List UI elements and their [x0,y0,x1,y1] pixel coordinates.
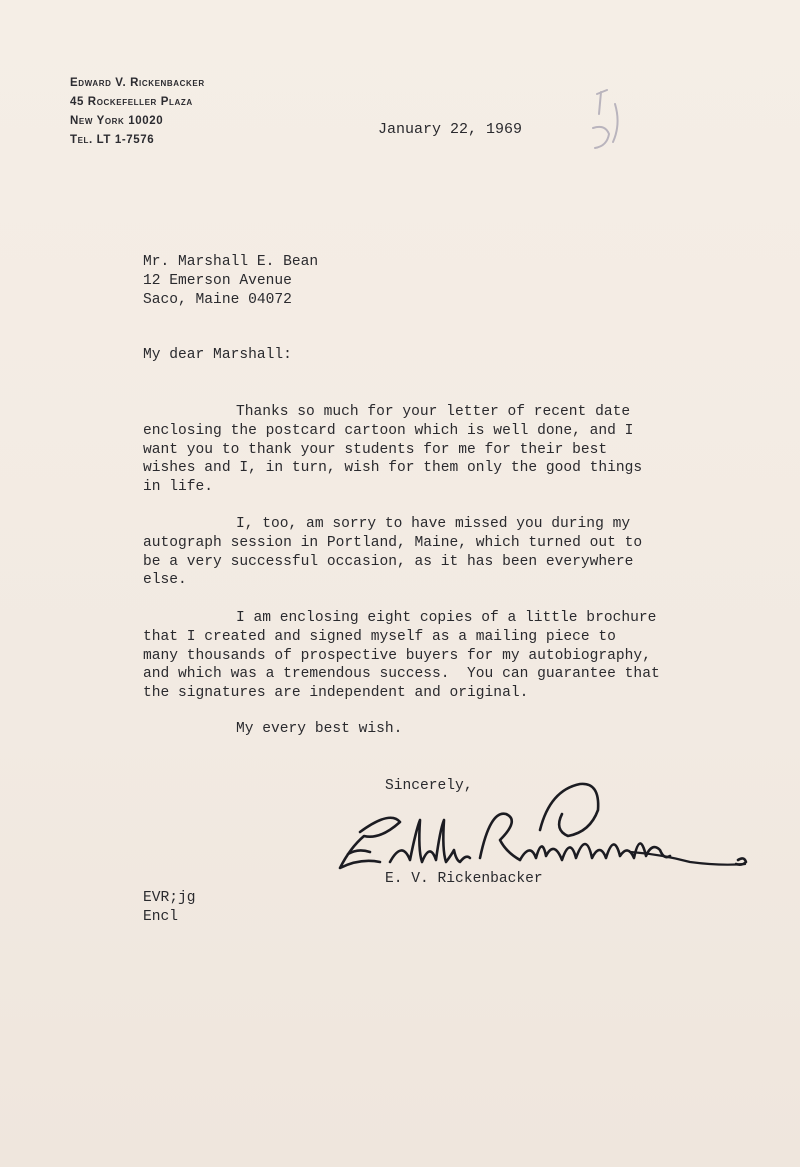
paragraph-line: I am enclosing eight copies of a little brochure [236,610,657,626]
paragraph-line: wishes and I, in turn, wish for them only the good things [143,460,643,477]
closing: Sincerely, [385,778,473,794]
letterhead-name: Edward V. Rickenbacker [70,77,205,89]
recipient-city: Saco, Maine 04072 [143,291,292,308]
paragraph-line: many thousands of prospective buyers for my autobiography, [143,647,651,664]
letterhead-phone: Tel. LT 1-7576 [70,134,155,146]
paragraph-1 [143,403,642,497]
paragraph-line: in life. [143,479,214,496]
reference-initials: EVR;jg [143,890,196,906]
letterhead-street: 45 Rockefeller Plaza [70,96,193,108]
paragraph-line: want you to thank your students for me for their best [143,441,608,458]
signer-name: E. V. Rickenbacker [385,871,543,887]
paragraph-line: the signatures are independent and original. [143,685,529,702]
paragraph-line: autograph session in Portland, Maine, which turned out to [143,534,643,551]
paragraph-line: enclosing the postcard cartoon which is well done, and I [143,422,634,439]
recipient-address [143,253,318,309]
paragraph-line: else. [143,572,187,589]
paragraph-line: and which was a tremendous success. You can guarantee that [143,666,660,683]
pencil-annotation-mark [585,84,635,164]
paragraph-line: that I created and signed myself as a mailing piece to [143,628,616,645]
salutation: My dear Marshall: [143,347,292,363]
reference-block [143,889,196,927]
enclosure-note: Encl [143,908,179,925]
paragraph-3 [143,609,660,703]
paragraph-2 [143,515,642,590]
letterhead [70,74,205,150]
letter-date: January 22, 1969 [378,121,523,138]
closing-wish: My every best wish. [236,721,403,737]
letterhead-city: New York 10020 [70,115,164,127]
paragraph-line: Thanks so much for your letter of recent date [236,404,631,420]
paragraph-line: I, too, am sorry to have missed you during my [236,516,631,532]
recipient-street: 12 Emerson Avenue [143,272,292,289]
paragraph-line: be a very successful occasion, as it has been everywhere [143,553,634,570]
recipient-name: Mr. Marshall E. Bean [143,254,319,270]
